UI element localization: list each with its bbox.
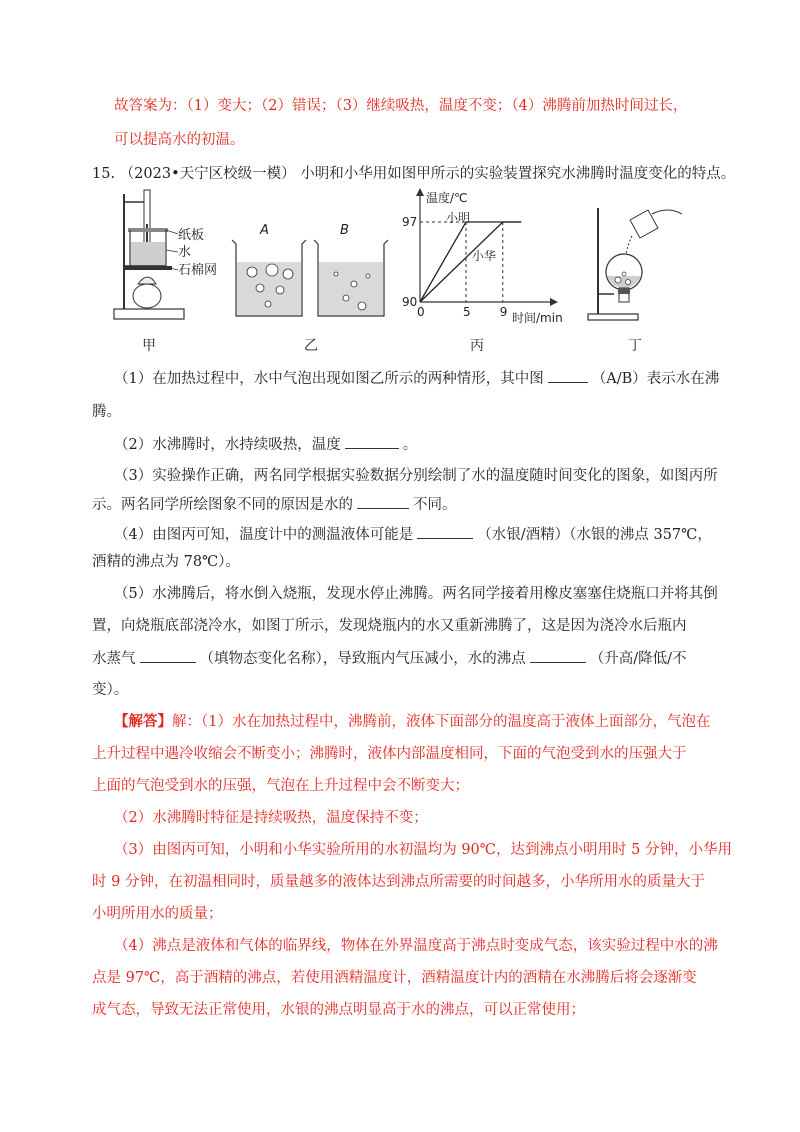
label-cardboard: 纸板: [178, 228, 205, 243]
answer-line-2: 上升过程中遇冷收缩会不断变小；沸腾时，液体内部温度相同，下面的气泡受到水的压强大于: [92, 746, 687, 762]
label-water: 水: [178, 245, 192, 260]
answer-line-1: [114, 712, 714, 732]
series-label-xiaoming: 小明: [446, 211, 471, 225]
q4-text-a: （4）由图丙可知，温度计中的测温液体可能是: [114, 527, 414, 543]
y-tick-label-1: 97: [402, 215, 418, 229]
q4-blank[interactable]: [417, 524, 473, 539]
q1-text-a: （1）在加热过程中，水中气泡出现如图乙所示的两种情形，其中图: [114, 371, 544, 387]
series-label-xiaohua: 小华: [472, 249, 497, 263]
caption-yi: 乙: [304, 338, 318, 354]
caption-ding: 丁: [628, 338, 642, 354]
series-line-1: [420, 222, 521, 302]
figure-bing: [400, 184, 570, 354]
q4-text-c: 酒精的沸点为 78℃）。: [92, 554, 241, 570]
beakers-yi-diagram: [228, 184, 398, 334]
sub-question-1: [114, 368, 720, 389]
y-tick-label-0: 90: [402, 295, 418, 309]
q3-text-c: 不同。: [413, 497, 457, 513]
x-tick-label-0: 0: [417, 305, 425, 319]
temperature-time-chart: [400, 184, 570, 334]
beaker-b-label: B: [340, 223, 349, 238]
prev-answer-line-2: 可以提高水的初温。: [114, 132, 245, 148]
beaker-a-label: A: [260, 223, 269, 238]
x-axis-label: 时间/min: [512, 311, 563, 325]
x-tick-label-2: 9: [499, 305, 508, 319]
q3-text-b: 示。两名同学所绘图象不同的原因是水的: [92, 497, 353, 513]
q5-text-b: 置，向烧瓶底部浇冷水，如图丁所示，发现烧瓶内的水又重新沸腾了，这是因为浇冷水后瓶内: [92, 618, 687, 634]
q5-text-f: 变）。: [92, 682, 129, 698]
y-axis-label: 温度/℃: [426, 191, 468, 205]
answer-text-1: 解：（1）水在加热过程中，沸腾前，液体下面部分的温度高于液体上面部分，气泡在: [172, 714, 711, 730]
q3-blank[interactable]: [357, 494, 409, 509]
apparatus-jia-diagram: [110, 184, 225, 334]
q2-text-b: 。: [402, 437, 418, 453]
question-stem: 小明和小华用如图甲所示的实验装置探究水沸腾时温度变化的特点。: [300, 166, 736, 182]
answer-line-5: （3）由图丙可知，小明和小华实验所用的水初温均为 90℃，达到沸点小明用时 5 分钟，小华用: [114, 842, 732, 858]
sub-question-2: [114, 434, 714, 455]
answer-line-4: （2）水沸腾时特征是持续吸热，温度保持不变；: [114, 810, 428, 826]
q4-text-b: （水银/酒精）（水银的沸点 357℃，: [477, 527, 712, 543]
caption-jia: 甲: [142, 338, 156, 354]
sub-question-5-cont: [92, 648, 692, 669]
x-tick-label-1: 5: [463, 305, 471, 319]
q5-text-c: 水蒸气: [92, 651, 136, 667]
figure-jia: [110, 184, 225, 354]
figure-row: [110, 184, 710, 354]
answer-line-7: 小明所用水的质量；: [92, 906, 223, 922]
answer-line-3: 上面的气泡受到水的压强，气泡在上升过程中会不断变大；: [92, 778, 469, 794]
label-asbestos-gauze: 石棉网: [178, 263, 218, 278]
answer-line-10: 成气态，导致无法正常使用，水银的沸点明显高于水的沸点，可以正常使用；: [92, 1002, 585, 1018]
figure-yi: [228, 184, 398, 354]
sub-question-4: [114, 524, 714, 545]
flask-ding-diagram: [578, 184, 698, 334]
q3-text-a: （3）实验操作正确，两名同学根据实验数据分别绘制了水的温度随时间变化的图象，如图丙所: [114, 468, 718, 484]
q1-blank[interactable]: [548, 368, 588, 383]
answer-line-6: 时 9 分钟，在初温相同时，质量越多的液体达到沸点所需要的时间越多，小华所用水的质量大于: [92, 874, 705, 890]
q5-text-e: （升高/降低/不: [589, 651, 687, 667]
figure-ding: [578, 184, 698, 354]
q5-text-d: （填物态变化名称），导致瓶内气压减小，水的沸点: [199, 651, 526, 667]
answer-line-8: （4）沸点是液体和气体的临界线，物体在外界温度高于沸点时变成气态，该实验过程中水的沸: [114, 938, 718, 954]
q1-text-c: 腾。: [92, 404, 121, 420]
question-header: [92, 164, 736, 184]
q2-text-a: （2）水沸腾时，水持续吸热，温度: [114, 437, 341, 453]
question-source: （2023•天宁区校级一模）: [119, 166, 296, 182]
q5-blank-2[interactable]: [530, 648, 586, 663]
answer-line-9: 点是 97℃，高于酒精的沸点，若使用酒精温度计，酒精温度计内的酒精在水沸腾后将会逐渐变: [92, 970, 697, 986]
sub-question-3-cont: [92, 494, 692, 515]
q1-text-b: （A/B）表示水在沸: [591, 371, 720, 387]
series-line-0: [420, 222, 521, 302]
q2-blank[interactable]: [345, 434, 399, 449]
prev-answer-line-1: 故答案为：（1）变大；（2）错误；（3）继续吸热，温度不变；（4）沸腾前加热时间过长，: [114, 98, 688, 114]
answer-tag: 【解答】: [114, 713, 172, 730]
question-number: 15.: [92, 166, 116, 182]
caption-bing: 丙: [470, 338, 484, 354]
q5-blank-1[interactable]: [140, 648, 196, 663]
q5-text-a: （5）水沸腾后，将水倒入烧瓶，发现水停止沸腾。两名同学接着用橡皮塞塞住烧瓶口并将其倒: [114, 586, 718, 602]
